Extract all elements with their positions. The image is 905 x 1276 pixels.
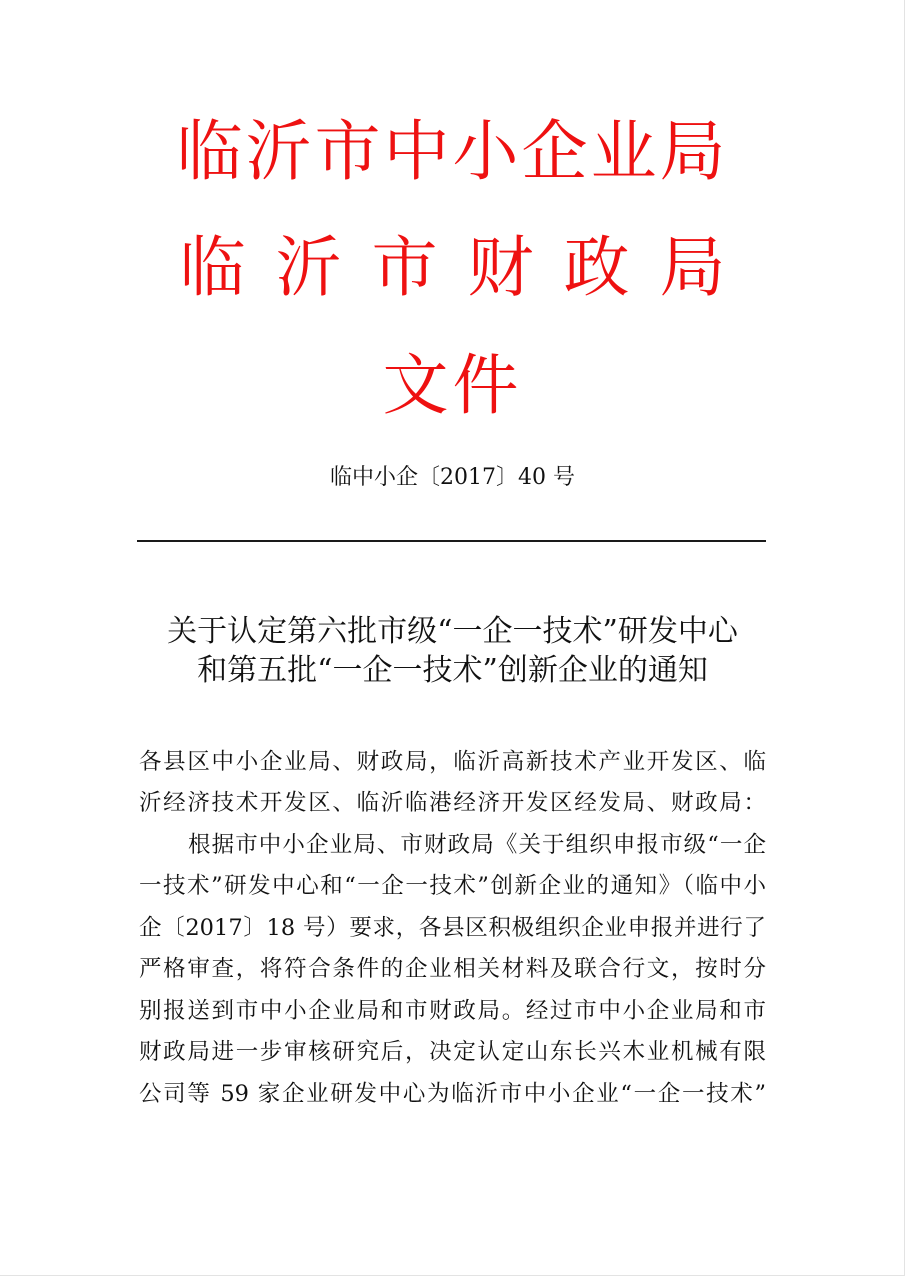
body-line: 沂经济技术开发区、临沂临港经济开发区经发局、财政局： — [139, 790, 766, 816]
body-line: 公司等 59 家企业研发中心为临沂市中小企业“一企一技术” — [139, 1081, 766, 1107]
issuer-heading-finance-bureau: 临沂市财政局 — [179, 229, 756, 306]
issuer-heading-sme-bureau: 临沂市中小企业局 — [176, 113, 729, 190]
document-type-heading: 文件 — [382, 347, 523, 424]
header-divider — [137, 540, 766, 542]
document-number: 临中小企〔2017〕40 号 — [330, 465, 575, 490]
body-line: 根据市中小企业局、市财政局《关于组织申报市级“一企 — [188, 832, 766, 858]
body-line: 严格审查，将符合条件的企业相关材料及联合行文，按时分 — [139, 956, 766, 982]
document-title-line-2: 和第五批“一企一技术”创新企业的通知 — [197, 653, 708, 688]
body-line: 各县区中小企业局、财政局，临沂高新技术产业开发区、临 — [139, 749, 766, 775]
document-title-line-1: 关于认定第六批市级“一企一技术”研发中心 — [167, 614, 738, 649]
body-line: 财政局进一步审核研究后，决定认定山东长兴木业机械有限 — [139, 1039, 766, 1065]
body-line: 别报送到市中小企业局和市财政局。经过市中小企业局和市 — [139, 998, 766, 1024]
body-line: 一技术”研发中心和“一企一技术”创新企业的通知》（临中小 — [139, 873, 766, 899]
body-line: 企〔2017〕18 号）要求，各县区积极组织企业申报并进行了 — [139, 915, 766, 941]
